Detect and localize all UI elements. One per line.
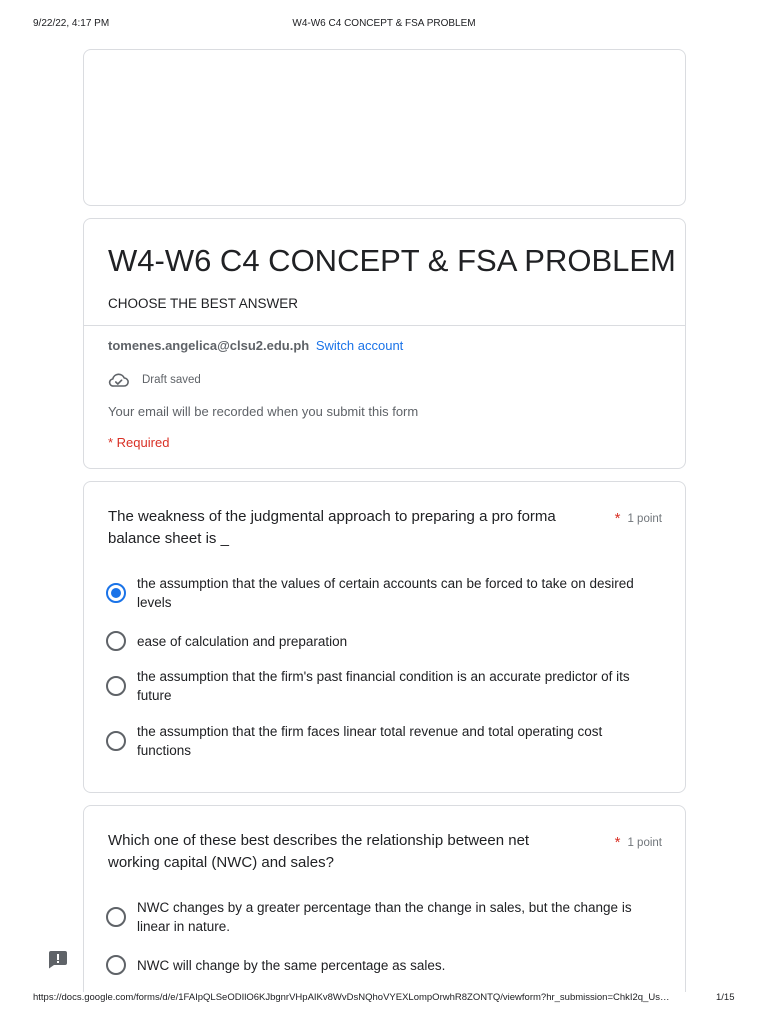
option-label: NWC changes by a greater percentage than the change in sales, but the change is linear in nature. (137, 900, 632, 934)
radio-unchecked-icon[interactable] (106, 731, 126, 751)
form-title: W4-W6 C4 CONCEPT & FSA PROBLEM (108, 243, 676, 278)
question-text: The weakness of the judgmental approach to preparing a pro forma balance sheet is _ (108, 508, 556, 547)
required-asterisk: * (614, 510, 621, 527)
option-label: the assumption that the values of certain accounts can be forced to take on desired levels (137, 576, 634, 610)
form-description: CHOOSE THE BEST ANSWER (108, 296, 299, 311)
print-page-number: 1/15 (716, 992, 735, 1003)
email-recorded-note: Your email will be recorded when you submit this form (108, 404, 419, 419)
option-radio[interactable] (106, 955, 666, 975)
title-divider (84, 325, 685, 326)
required-asterisk: * (614, 834, 621, 851)
draft-status (108, 370, 201, 390)
option-label: the assumption that the firm faces linear total revenue and total operating cost functions (137, 724, 603, 758)
option-radio[interactable] (106, 631, 666, 651)
cloud-done-icon (108, 372, 129, 388)
option-label: NWC will change by the same percentage as sales. (137, 957, 446, 973)
radio-unchecked-icon[interactable] (106, 955, 126, 975)
radio-unchecked-icon[interactable] (106, 676, 126, 696)
form-title-card (83, 218, 686, 469)
radio-unchecked-icon[interactable] (106, 907, 126, 927)
print-page-title: W4-W6 C4 CONCEPT & FSA PROBLEM (292, 18, 476, 29)
account-email: tomenes.angelica@clsu2.edu.ph (108, 338, 310, 353)
report-feedback-icon[interactable] (48, 950, 68, 969)
print-url: https://docs.google.com/forms/d/e/1FAIpQLSeODIlO6KJbgnrVHpAIKv8WvDsNQhoVYEXLompOrwhR8ZONTQ/viewform?hr_submission=ChkI2q_Us… (33, 992, 670, 1003)
option-radio[interactable] (106, 574, 666, 612)
account-row (108, 338, 403, 353)
question-points (615, 834, 662, 851)
option-radio[interactable] (106, 898, 666, 936)
option-radio[interactable] (106, 722, 666, 760)
required-note: * Required (108, 435, 170, 450)
option-radio[interactable] (106, 667, 666, 705)
switch-account-link[interactable]: Switch account (315, 338, 404, 353)
form-header-banner (83, 49, 686, 206)
points-label: 1 point (627, 513, 662, 525)
question-text: Which one of these best describes the relationship between net working capital (NWC) and sales? (108, 832, 530, 871)
print-timestamp: 9/22/22, 4:17 PM (33, 18, 110, 29)
print-header (0, 18, 768, 32)
option-label: the assumption that the firm's past financial condition is an accurate predictor of its future (137, 669, 630, 703)
points-label: 1 point (627, 837, 662, 849)
print-footer (0, 992, 768, 1024)
question-points (615, 510, 662, 527)
option-label: ease of calculation and preparation (137, 633, 348, 649)
radio-unchecked-icon[interactable] (106, 631, 126, 651)
draft-saved-text: Draft saved (142, 374, 201, 386)
radio-checked-icon[interactable] (106, 583, 126, 603)
question-card-1 (83, 481, 686, 793)
